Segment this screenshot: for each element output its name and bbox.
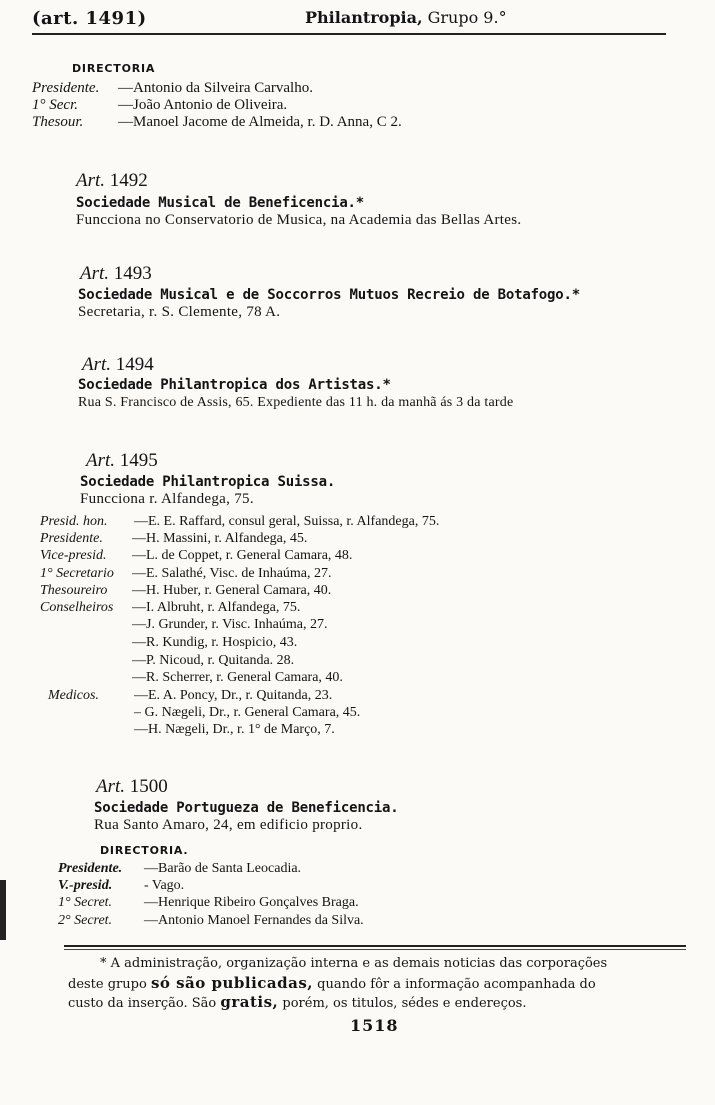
society-info: Funcciona no Conservatorio de Musica, na Academia das Bellas Artes. [76, 212, 522, 228]
member-line: Presidente. —Barão de Santa Leocadia. [58, 861, 302, 876]
header-group: Grupo 9.° [427, 8, 507, 27]
page-number: 1518 [350, 1016, 399, 1035]
member-line: 2° Secret. —Antonio Manoel Fernandes da Silva. [58, 913, 364, 928]
member-line: 1° Secret. —Henrique Ribeiro Gonçalves Braga. [58, 895, 359, 910]
directoria-heading: DIRECTORIA [72, 62, 156, 75]
member-line: Medicos. —E. A. Poncy, Dr., r. Quitanda, 23. [48, 688, 333, 703]
article-heading: Art. 1493 [80, 263, 152, 284]
member-line: 1° Secretario —E. Salathé, Visc. de Inhaúma, 27. [40, 566, 332, 581]
member-line: Vice-presid. —L. de Coppet, r. General Camara, 48. [40, 548, 353, 563]
footnote-line: * A administração, organização interna e as demais noticias das corporações [100, 956, 608, 971]
member-line: —H. Nægeli, Dr., r. 1° de Março, 7. [134, 722, 335, 737]
member-line: —P. Nicoud, r. Quitanda. 28. [132, 653, 295, 668]
directoria-heading: DIRECTORIA. [100, 844, 189, 857]
society-info: Funcciona r. Alfandega, 75. [80, 491, 254, 507]
society-name: Sociedade Musical de Beneficencia.* [76, 195, 365, 211]
member-line: —J. Grunder, r. Visc. Inhaúma, 27. [132, 617, 328, 632]
member-line: V.-presid. - Vago. [58, 878, 185, 893]
member-line: Presidente. —H. Massini, r. Alfandega, 45. [40, 531, 308, 546]
society-name: Sociedade Portugueza de Beneficencia. [94, 800, 399, 816]
member-line: – G. Nægeli, Dr., r. General Camara, 45. [134, 705, 361, 720]
header-title [305, 8, 507, 27]
article-heading: Art. 1494 [82, 354, 154, 375]
article-heading: Art. 1492 [76, 170, 148, 191]
member-line: —R. Kundig, r. Hospicio, 43. [132, 635, 298, 650]
society-name: Sociedade Philantropica dos Artistas.* [78, 377, 391, 393]
society-name: Sociedade Philantropica Suissa. [80, 474, 336, 490]
header-article-ref: (art. 1491) [32, 8, 147, 29]
article-heading: Art. 1495 [86, 450, 158, 471]
footnote-rule [64, 945, 686, 947]
scan-edge-mark [0, 880, 6, 940]
member-line: Thesoureiro —H. Huber, r. General Camara, 40. [40, 583, 332, 598]
member-line: Thesour. —Manoel Jacome de Almeida, r. D. Anna, C 2. [32, 114, 402, 130]
footnote-rule [64, 949, 686, 950]
member-line: Presid. hon. —E. E. Raffard, consul geral, Suissa, r. Alfandega, 75. [40, 514, 440, 529]
member-line: Presidente. —Antonio da Silveira Carvalho. [32, 80, 313, 96]
footnote-line: deste grupo só são publicadas, quando fôr a informação acompanhada do [68, 974, 596, 992]
header-section: Philantropia, [305, 8, 423, 27]
society-name: Sociedade Musical e de Soccorros Mutuos Recreio de Botafogo.* [78, 287, 580, 303]
article-heading: Art. 1500 [96, 776, 168, 797]
footnote-line: custo da inserção. São gratis, porém, os titulos, sédes e endereços. [68, 993, 527, 1011]
member-line: 1° Secr. —João Antonio de Oliveira. [32, 97, 288, 113]
society-info: Rua S. Francisco de Assis, 65. Expediente das 11 h. da manhã ás 3 da tarde [78, 395, 514, 410]
header-rule [32, 33, 666, 35]
society-info: Rua Santo Amaro, 24, em edificio proprio. [94, 817, 363, 833]
member-line: Conselheiros —I. Albruht, r. Alfandega, 75. [40, 600, 301, 615]
member-line: —R. Scherrer, r. General Camara, 40. [132, 670, 343, 685]
society-info: Secretaria, r. S. Clemente, 78 A. [78, 304, 281, 320]
